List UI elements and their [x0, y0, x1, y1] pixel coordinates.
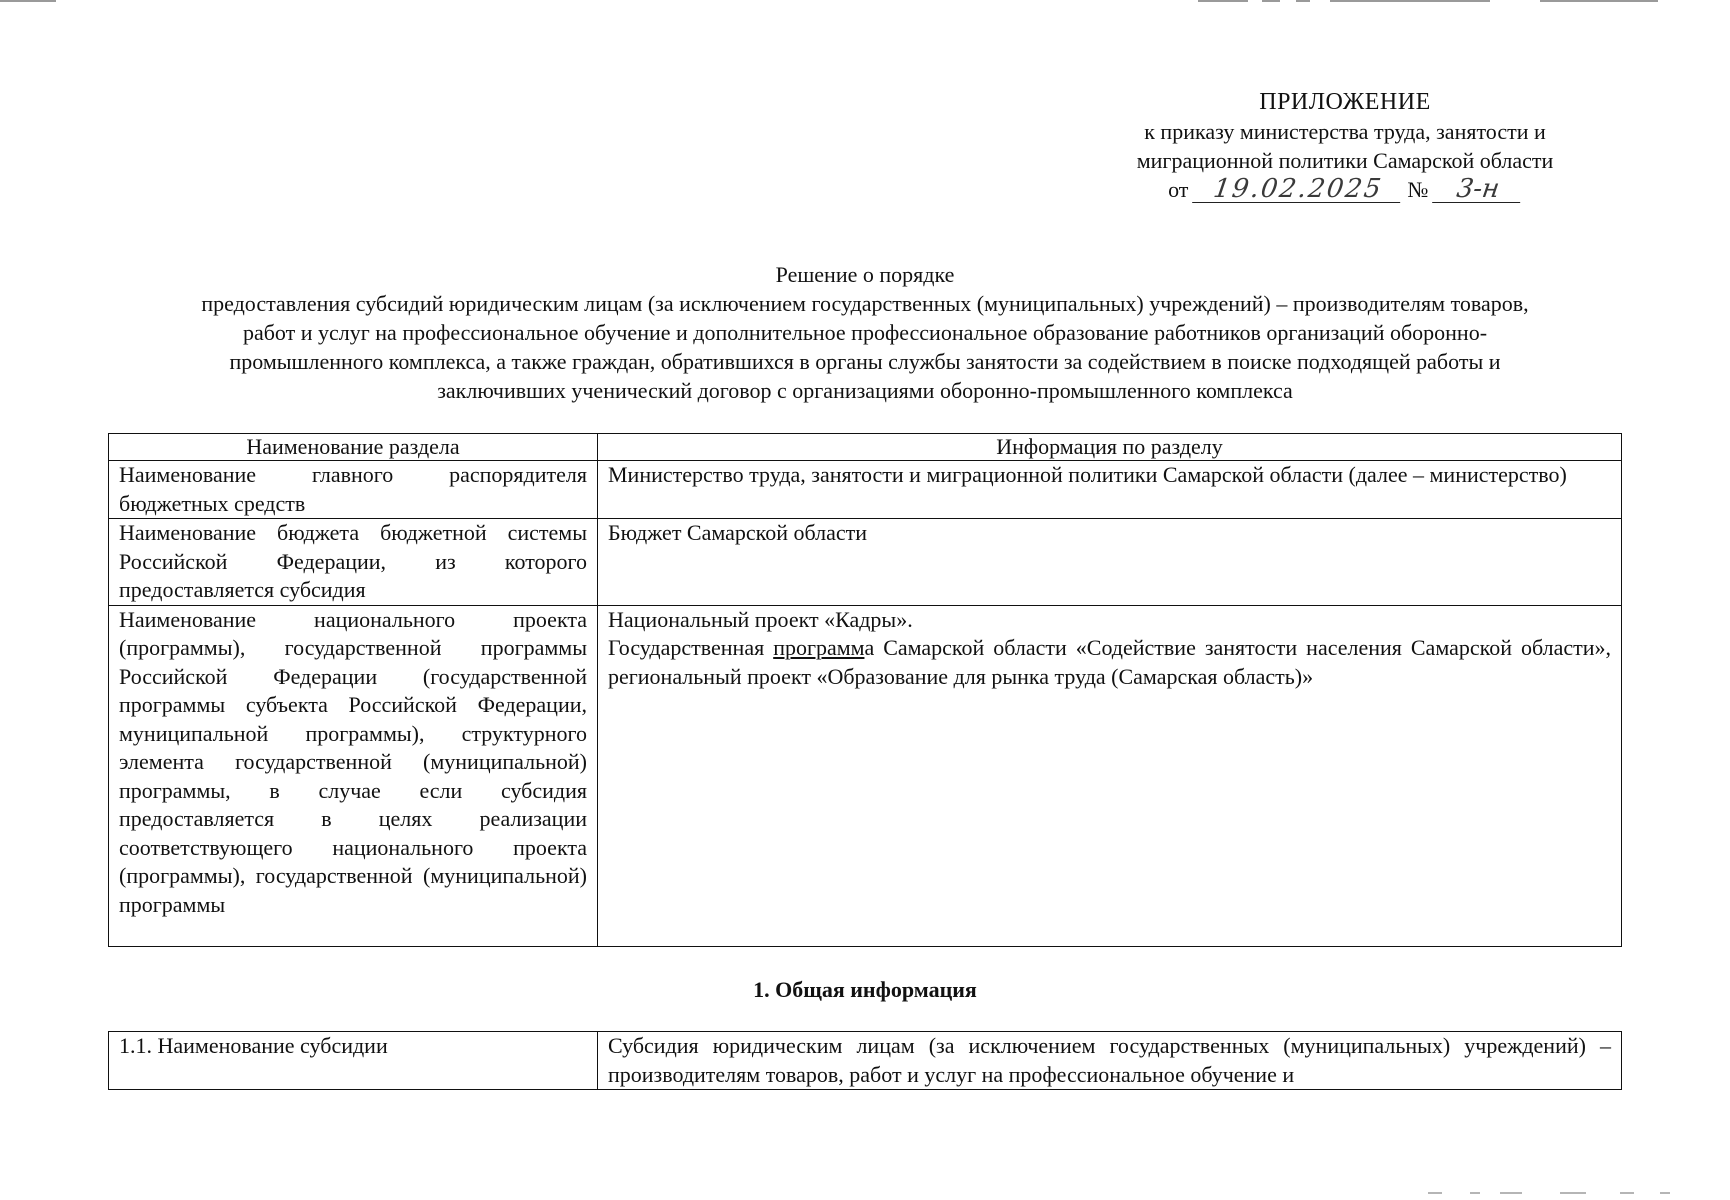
table-row: [109, 1032, 1622, 1090]
scan-artifact: [1330, 0, 1490, 2]
scan-artifact: [1620, 1192, 1634, 1194]
table-row: [109, 605, 1622, 946]
number-prefix: №: [1407, 177, 1429, 202]
table-row: [109, 461, 1622, 519]
row-value: Субсидия юридическим лицам (за исключением государственных (муниципальных) учреждений) – производителям товаров, работ и услуг на профессиональное обучение и: [598, 1032, 1622, 1090]
decision-title: Решение о порядке: [775, 262, 955, 287]
row-value: [598, 605, 1622, 946]
appendix-date-line: [1095, 175, 1595, 204]
decision-line-4: заключивших ученический договор с организациями оборонно-промышленного комплекса: [437, 378, 1293, 403]
row-label: Наименование национального проекта (программы), государственной программы Российской Федерации (государственной программы субъекта Российской Федерации, муниципальной программы), структурного элемента государственной (муниципальной) программы, в случае если субсидия предоставляется в целях реализации соответствующего национального проекта (программы), государственной (муниципальной) программы: [109, 605, 598, 946]
national-project-line: Национальный проект «Кадры».: [608, 606, 913, 632]
column-header-section-info: Информация по разделу: [598, 434, 1622, 461]
appendix-header: [1095, 88, 1595, 204]
state-program-rest: а Самарской области «Содействие занятости населения Самарской области», региональный проект «Образование для рынка труда (Самарская область)»: [608, 635, 1611, 689]
scan-artifact: [1428, 1192, 1442, 1194]
decision-line-2: работ и услуг на профессиональное обучение и дополнительное профессиональное образование работников организаций оборонно-: [242, 320, 1488, 345]
appendix-line-2: миграционной политики Самарской области: [1136, 148, 1554, 173]
decision-line-1: предоставления субсидий юридическим лицам (за исключением государственных (муниципальных) учреждений) – производителям товаров,: [201, 291, 1529, 316]
state-program-text: [608, 634, 1611, 691]
date-prefix: от: [1168, 177, 1189, 202]
appendix-title: ПРИЛОЖЕНИЕ: [1259, 89, 1431, 115]
row-value: Министерство труда, занятости и миграционной политики Самарской области (далее – министерство): [598, 461, 1622, 519]
scan-artifact: [1500, 1192, 1522, 1194]
row-label: 1.1. Наименование субсидии: [109, 1032, 598, 1090]
program-link[interactable]: программ: [773, 635, 865, 660]
scan-artifact: [1560, 1192, 1586, 1194]
handwritten-number: 3-н: [1432, 176, 1524, 203]
scan-artifact: [1262, 0, 1280, 2]
scan-artifact: [1660, 1192, 1670, 1194]
row-value: Бюджет Самарской области: [598, 519, 1622, 606]
row-label: Наименование бюджета бюджетной системы Российской Федерации, из которого предоставляется субсидия: [109, 519, 598, 606]
section-title: 1. Общая информация: [753, 977, 977, 1002]
decision-line-3: промышленного комплекса, а также граждан, обратившихся в органы службы занятости за содействием в поиске подходящей работы и: [229, 349, 1501, 374]
scan-artifact: [1540, 0, 1658, 2]
scan-artifact: [1470, 1192, 1480, 1194]
handwritten-date: 19.02.2025: [1192, 176, 1404, 203]
general-info-table: [108, 1031, 1622, 1090]
table-row: [109, 519, 1622, 606]
appendix-line-1: к приказу министерства труда, занятости и: [1144, 119, 1546, 144]
table-header-row: [109, 434, 1622, 461]
scan-artifact: [1198, 0, 1248, 2]
decision-heading: [110, 260, 1620, 405]
scan-artifact: [0, 0, 56, 2]
state-program-prefix: Государственная: [608, 635, 774, 660]
info-table: [108, 433, 1622, 947]
column-header-section-name: Наименование раздела: [109, 434, 598, 461]
row-label: Наименование главного распорядителя бюджетных средств: [109, 461, 598, 519]
scan-artifact: [1296, 0, 1310, 2]
